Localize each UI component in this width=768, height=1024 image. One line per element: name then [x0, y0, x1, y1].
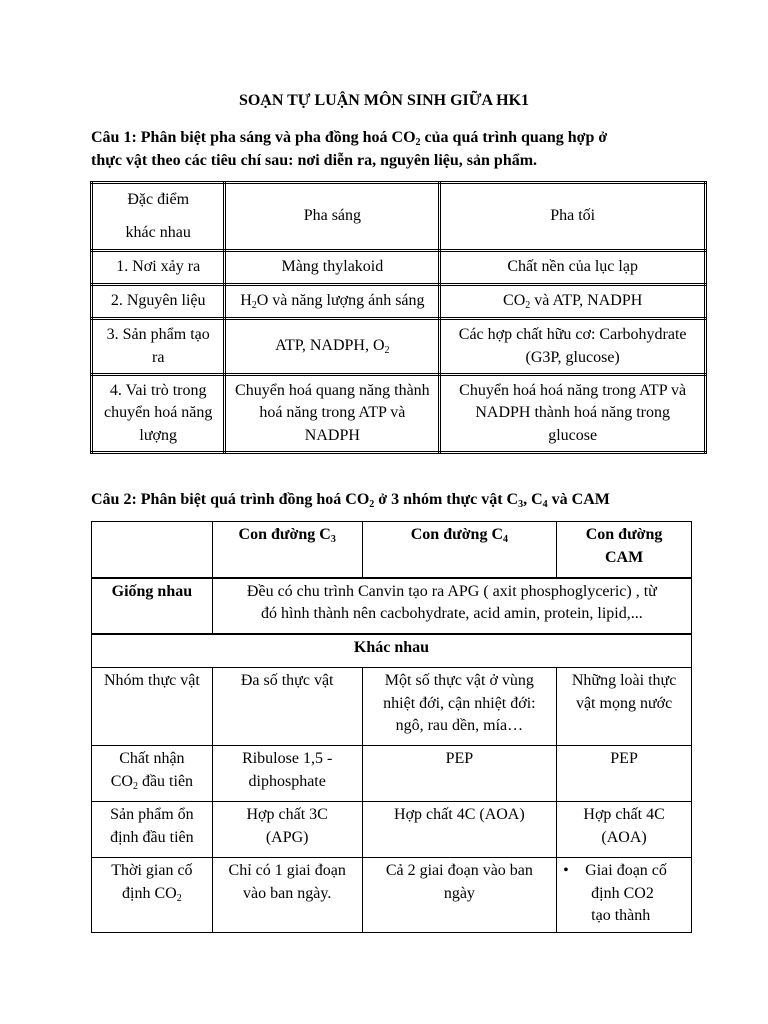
- table-row: [92, 183, 706, 251]
- document-title: SOẠN TỰ LUẬN MÔN SINH GIỮA HK1: [238, 92, 530, 109]
- table-row: 4. Vai trò trong chuyển hoá năng lượng Chuyển hoá quang năng thành hoá năng trong ATP và NADPH Chuyển hoá hoá năng trong ATP và NADPH thành hoá năng trong glucose: [92, 375, 706, 453]
- table-row: Sản phẩm ổn định đầu tiên Hợp chất 3C (APG) Hợp chất 4C (AOA) Hợp chất 4C (AOA): [92, 802, 692, 858]
- table-row: Nhóm thực vật Đa số thực vật Một số thực vật ở vùng nhiệt đới, cận nhiệt đới: ngô, rau dền, mía… Những loài thực vật mọng nước: [92, 668, 692, 746]
- table-row: Khác nhau: [92, 634, 692, 668]
- table-header-cell: Đặc điểm khác nhau: [92, 183, 225, 251]
- table-row: 2. Nguyên liệu $H_2O$ và năng lượng ánh sáng $CO_2$ và ATP, NADPH: [92, 285, 706, 319]
- table-row: Con đường $C_3$ Con đường $C_4$ Con đường CAM: [92, 522, 692, 578]
- comparison-table-2: [91, 521, 692, 933]
- table-row: Giống nhau Đều có chu trình Canvin tạo ra APG ( axit phosphoglyceric) , từ đó hình thành nên cacbohydrate, acid amin, protein, lipid,...: [92, 578, 692, 634]
- bullet-icon: •: [563, 862, 569, 879]
- table-row: Thời gian cố định $CO_2$ Chỉ có 1 giai đoạn vào ban ngày. Cả 2 giai đoạn vào ban ngày • Giai đoạn cố định CO2 tạo thành: [92, 858, 692, 933]
- question-1: Câu 1: Phân biệt pha sáng và pha đồng hoá $CO_2$ của quá trình quang hợp ở thực vật theo các tiêu chí sau: nơi diễn ra, nguyên liệu, sản phẩm.: [91, 129, 608, 169]
- table-header-cell: Pha sáng: [225, 183, 440, 251]
- table-row: 3. Sản phẩm tạo ra ATP, NADPH, $O_2$ Các hợp chất hữu cơ: Carbohydrate (G3P, glucose): [92, 319, 706, 375]
- table-row: Chất nhận $CO_2$ đầu tiên Ribulose 1,5 - diphosphate PEP PEP: [92, 746, 692, 802]
- question-2: Câu 2: Phân biệt quá trình đồng hoá $CO_2$ ở 3 nhóm thực vật $C_3$, $C_4$ và CAM: [91, 491, 610, 510]
- table-row: 1. Nơi xảy ra Màng thylakoid Chất nền của lục lạp: [92, 251, 706, 285]
- table-header-cell: Pha tối: [440, 183, 706, 251]
- comparison-table-1: [90, 181, 707, 454]
